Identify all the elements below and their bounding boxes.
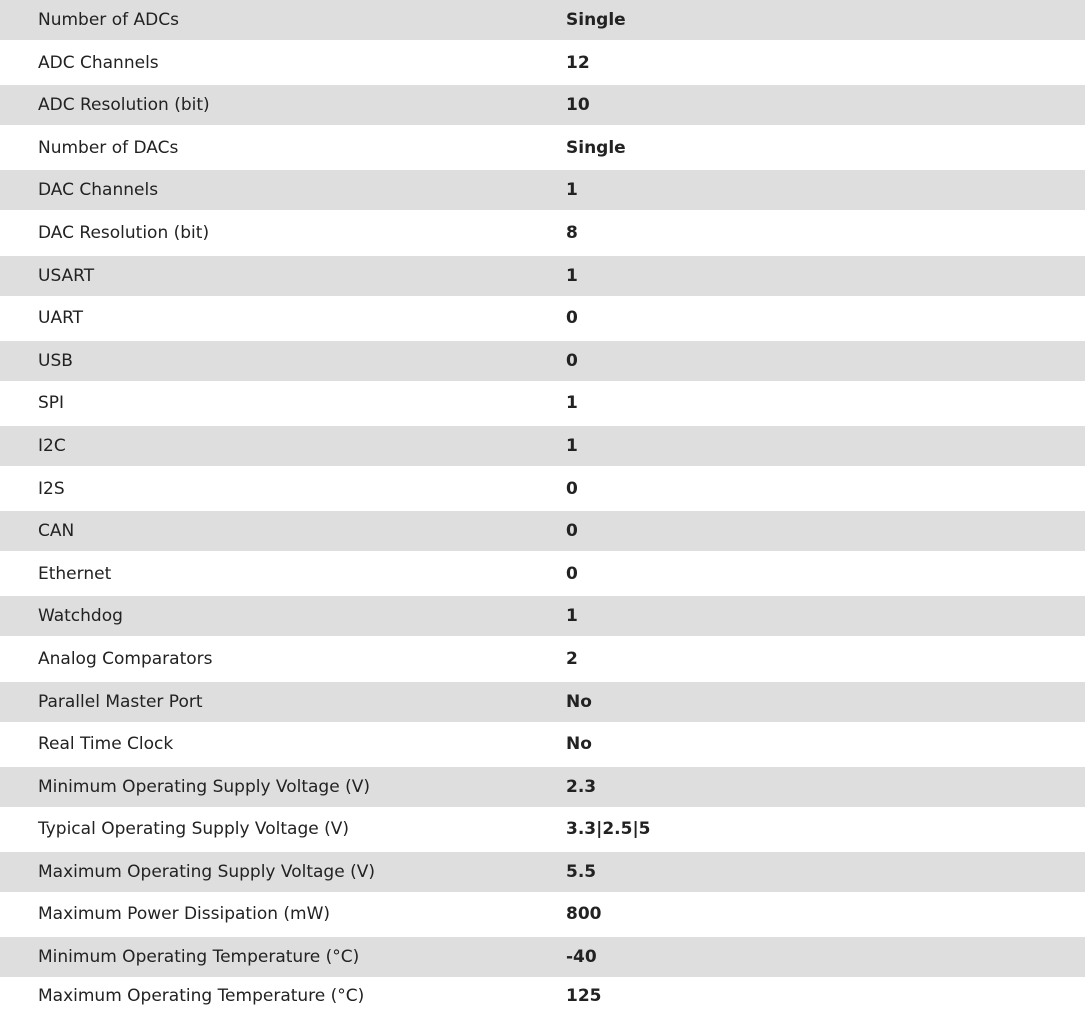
spec-value: 1 (566, 393, 578, 413)
spec-value: 10 (566, 95, 590, 115)
spec-label: Analog Comparators (38, 649, 213, 669)
spec-row-ethernet (0, 554, 1085, 594)
spec-value: 1 (566, 606, 578, 626)
spec-label: UART (38, 308, 84, 328)
spec-row-real-time-clock (0, 724, 1085, 764)
spec-value: -40 (566, 947, 597, 967)
spec-label: I2S (38, 479, 65, 499)
spec-label: SPI (38, 393, 65, 413)
spec-label: Minimum Operating Temperature (°C) (38, 947, 360, 967)
spec-value: 3.3|2.5|5 (566, 819, 651, 839)
spec-row-min-operating-temperature (0, 937, 1085, 977)
spec-label: Ethernet (38, 564, 112, 584)
spec-row-can (0, 511, 1085, 551)
spec-value: 2 (566, 649, 578, 669)
spec-row-max-supply-voltage (0, 852, 1085, 892)
spec-label: Minimum Operating Supply Voltage (V) (38, 777, 370, 797)
spec-row-max-operating-temperature (0, 976, 1085, 1016)
spec-value: 0 (566, 479, 578, 499)
spec-row-number-of-dacs (0, 128, 1085, 168)
spec-value: 800 (566, 904, 602, 924)
spec-label: ADC Resolution (bit) (38, 95, 210, 115)
spec-row-min-supply-voltage (0, 767, 1085, 807)
spec-label: Watchdog (38, 606, 123, 626)
spec-label: CAN (38, 521, 75, 541)
spec-row-watchdog (0, 596, 1085, 636)
spec-row-adc-channels (0, 43, 1085, 83)
spec-label: Number of ADCs (38, 10, 179, 30)
spec-row-parallel-master-port (0, 682, 1085, 722)
spec-label: I2C (38, 436, 66, 456)
spec-value: 1 (566, 266, 578, 286)
spec-value: 5.5 (566, 862, 597, 882)
spec-row-usb (0, 341, 1085, 381)
spec-row-analog-comparators (0, 639, 1085, 679)
spec-label: ADC Channels (38, 53, 159, 73)
spec-value: 0 (566, 308, 578, 328)
spec-row-adc-resolution (0, 85, 1085, 125)
spec-label: DAC Channels (38, 180, 159, 200)
spec-label: Parallel Master Port (38, 692, 203, 712)
spec-row-usart (0, 256, 1085, 296)
spec-value: No (566, 734, 592, 754)
spec-row-dac-resolution (0, 213, 1085, 253)
spec-label: Real Time Clock (38, 734, 174, 754)
spec-label: Maximum Operating Temperature (°C) (38, 986, 365, 1006)
spec-value: Single (566, 10, 626, 30)
spec-label: DAC Resolution (bit) (38, 223, 210, 243)
spec-value: 8 (566, 223, 578, 243)
spec-value: 1 (566, 436, 578, 456)
spec-label: USART (38, 266, 95, 286)
spec-row-number-of-adcs (0, 0, 1085, 40)
spec-row-i2s (0, 469, 1085, 509)
spec-value: 1 (566, 180, 578, 200)
spec-label: Number of DACs (38, 138, 179, 158)
spec-row-dac-channels (0, 170, 1085, 210)
spec-row-typical-supply-voltage (0, 809, 1085, 849)
spec-value: 0 (566, 564, 578, 584)
spec-value: 12 (566, 53, 590, 73)
spec-label: USB (38, 351, 73, 371)
spec-value: Single (566, 138, 626, 158)
spec-row-uart (0, 298, 1085, 338)
spec-label: Maximum Operating Supply Voltage (V) (38, 862, 375, 882)
spec-value: No (566, 692, 592, 712)
spec-row-max-power-dissipation (0, 894, 1085, 934)
spec-label: Maximum Power Dissipation (mW) (38, 904, 331, 924)
spec-value: 2.3 (566, 777, 597, 797)
spec-value: 0 (566, 521, 578, 541)
spec-row-i2c (0, 426, 1085, 466)
spec-label: Typical Operating Supply Voltage (V) (38, 819, 349, 839)
spec-row-spi (0, 383, 1085, 423)
spec-value: 0 (566, 351, 578, 371)
spec-value: 125 (566, 986, 602, 1006)
